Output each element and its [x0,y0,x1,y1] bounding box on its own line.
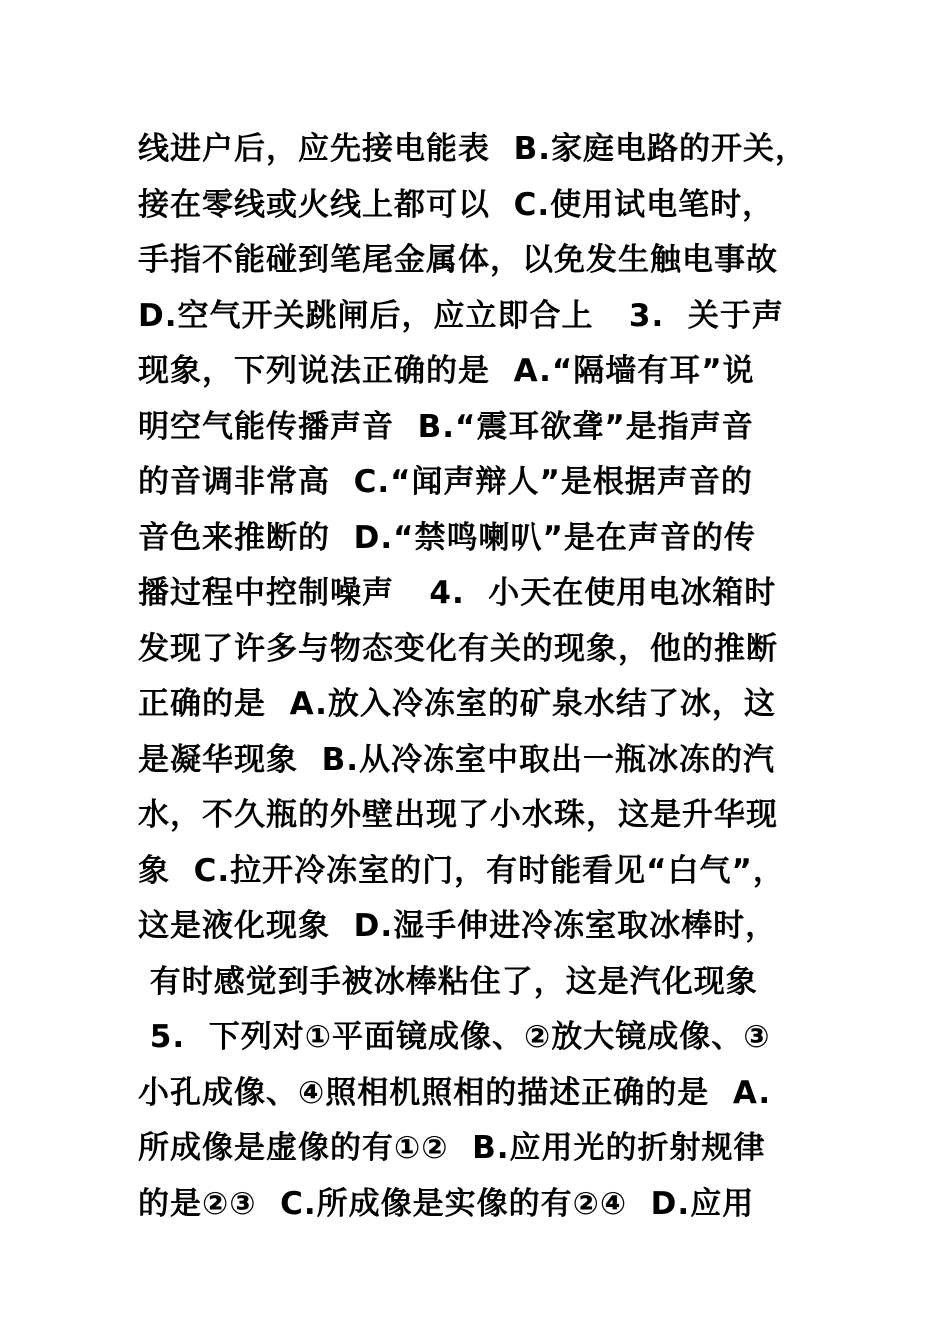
text-line: 线进户后，应先接电能表 B.家庭电路的开关， [138,131,807,167]
text-line: 小孔成像、④照相机照相的描述正确的是 A. [138,1074,772,1111]
text-line: 播过程中控制噪声 4. 小天在使用电冰箱时 [138,575,777,611]
body-text [138,122,838,1232]
text-line: 正确的是 A.放入冷冻室的矿泉水结了冰，这 [138,686,776,722]
text-line: 是凝华现象 B.从冷冻室中取出一瓶冰冻的汽 [138,741,775,778]
text-line: 的音调非常高 C.“闻声辩人”是根据声音的 [138,464,753,500]
text-line: 所成像是虚像的有①② B.应用光的折射规律 [138,1130,766,1166]
text-line: 水，不久瓶的外壁出现了小水珠，这是升华现 [138,797,778,833]
text-line: 发现了许多与物态变化有关的现象，他的推断 [138,630,778,667]
text-line: 象 C.拉开冷冻室的门，有时能看见“白气”， [138,852,785,889]
text-line: 有时感觉到手被冰棒粘住了，这是汽化现象 [138,963,758,1000]
text-line: 接在零线或火线上都可以 C.使用试电笔时， [138,186,775,223]
text-line: 现象，下列说法正确的是 A.“隔墙有耳”说 [138,353,755,389]
text-line: 手指不能碰到笔尾金属体，以免发生触电事故 [138,242,778,278]
text-line: D.空气开关跳闸后，应立即合上 3. 关于声 [138,297,784,334]
text-line: 5. 下列对①平面镜成像、②放大镜成像、③ [138,1019,771,1055]
text-line: 明空气能传播声音 B.“震耳欲聋”是指声音 [138,408,754,445]
text-line: 的是②③ C.所成像是实像的有②④ D.应用 [138,1185,755,1222]
text-line: 音色来推断的 D.“禁鸣喇叭”是在声音的传 [138,519,756,556]
text-line: 这是液化现象 D.湿手伸进冷冻室取冰棒时， [138,908,778,944]
